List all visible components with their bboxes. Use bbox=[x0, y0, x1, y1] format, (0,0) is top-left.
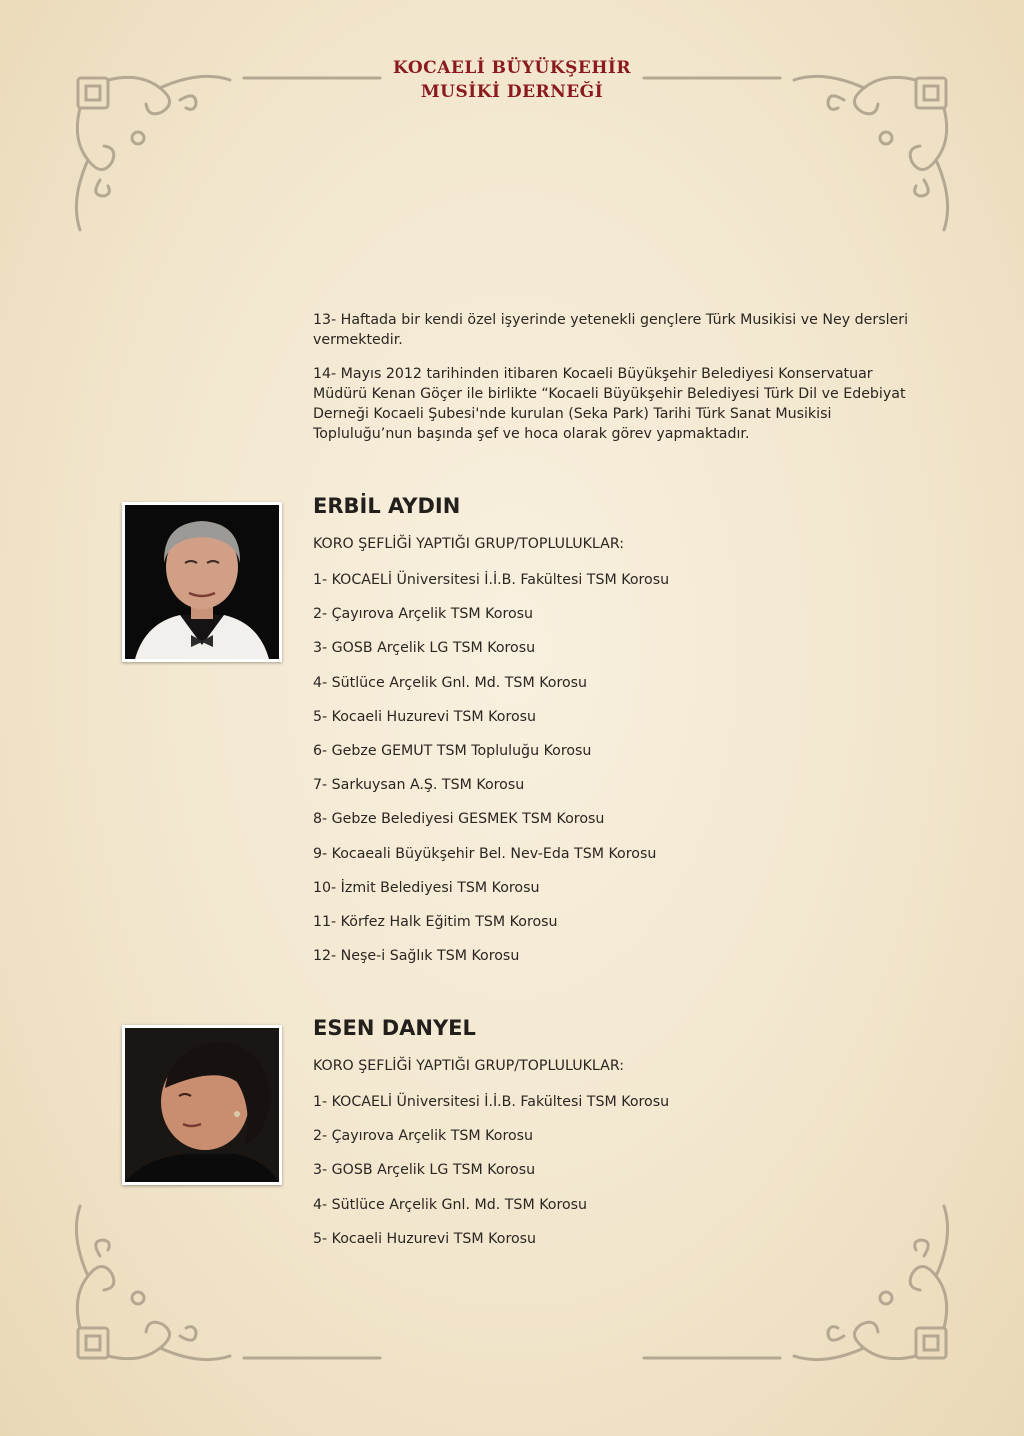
list-item: 8- Gebze Belediyesi GESMEK TSM Korosu bbox=[313, 811, 605, 828]
portrait-esen-danyel bbox=[122, 1025, 282, 1185]
list-item: 12- Neşe-i Sağlık TSM Korosu bbox=[313, 948, 520, 965]
header-title-line2: MUSİKİ DERNEĞİ bbox=[420, 82, 604, 102]
list-item: 4- Sütlüce Arçelik Gnl. Md. TSM Korosu bbox=[313, 674, 588, 691]
list-item: 4- Sütlüce Arçelik Gnl. Md. TSM Korosu bbox=[313, 1196, 588, 1213]
section-subtitle: KORO ŞEFLİĞİ YAPTIĞI GRUP/TOPLULUKLAR: bbox=[313, 536, 625, 552]
person-name: ERBİL AYDIN bbox=[313, 494, 461, 518]
portrait-woman-icon bbox=[125, 1028, 279, 1182]
list-item: 5- Kocaeli Huzurevi TSM Korosu bbox=[313, 1230, 537, 1247]
list-item: 9- Kocaeali Büyükşehir Bel. Nev-Eda TSM Korosu bbox=[313, 845, 657, 862]
list-item: 3- GOSB Arçelik LG TSM Korosu bbox=[313, 1162, 536, 1179]
paragraph-14: 14- Mayıs 2012 tarihinden itibaren Kocaeli Büyükşehir Belediyesi Konservatuar Müdürü Kenan Göçer ile birlikte “Kocaeli Büyükşehir Belediyesi Türk Dil ve Edebiyat Derneği Kocaeli Şubesi'nde kurulan (Seka Park) Tarihi Türk Sanat Musikisi Topluluğu’nun başında şef ve hoca olarak görev yapmaktadır. bbox=[313, 366, 906, 442]
group-list bbox=[313, 1092, 669, 1263]
portrait-man-icon bbox=[125, 505, 279, 659]
list-item: 10- İzmit Belediyesi TSM Korosu bbox=[313, 879, 540, 896]
header-title-line1: KOCAELİ BÜYÜKŞEHİR bbox=[393, 58, 631, 78]
group-list bbox=[313, 570, 669, 980]
portrait-erbil-aydin bbox=[122, 502, 282, 662]
list-item: 6- Gebze GEMUT TSM Topluluğu Korosu bbox=[313, 742, 592, 759]
list-item: 2- Çayırova Arçelik TSM Korosu bbox=[313, 1128, 534, 1145]
section-subtitle: KORO ŞEFLİĞİ YAPTIĞI GRUP/TOPLULUKLAR: bbox=[313, 1058, 625, 1074]
person-name: ESEN DANYEL bbox=[313, 1016, 476, 1040]
corner-ornament-bottom-right-icon bbox=[644, 1206, 948, 1360]
list-item: 2- Çayırova Arçelik TSM Korosu bbox=[313, 606, 534, 623]
list-item: 11- Körfez Halk Eğitim TSM Korosu bbox=[313, 913, 558, 930]
list-item: 1- KOCAELİ Üniversitesi İ.İ.B. Fakültesi TSM Korosu bbox=[313, 572, 670, 588]
list-item: 5- Kocaeli Huzurevi TSM Korosu bbox=[313, 708, 537, 725]
list-item: 1- KOCAELİ Üniversitesi İ.İ.B. Fakültesi TSM Korosu bbox=[313, 1094, 670, 1110]
list-item: 7- Sarkuysan A.Ş. TSM Korosu bbox=[313, 777, 525, 794]
list-item: 3- GOSB Arçelik LG TSM Korosu bbox=[313, 640, 536, 657]
paragraph-13: 13- Haftada bir kendi özel işyerinde yetenekli gençlere Türk Musikisi ve Ney dersleri vermektedir. bbox=[313, 312, 909, 348]
